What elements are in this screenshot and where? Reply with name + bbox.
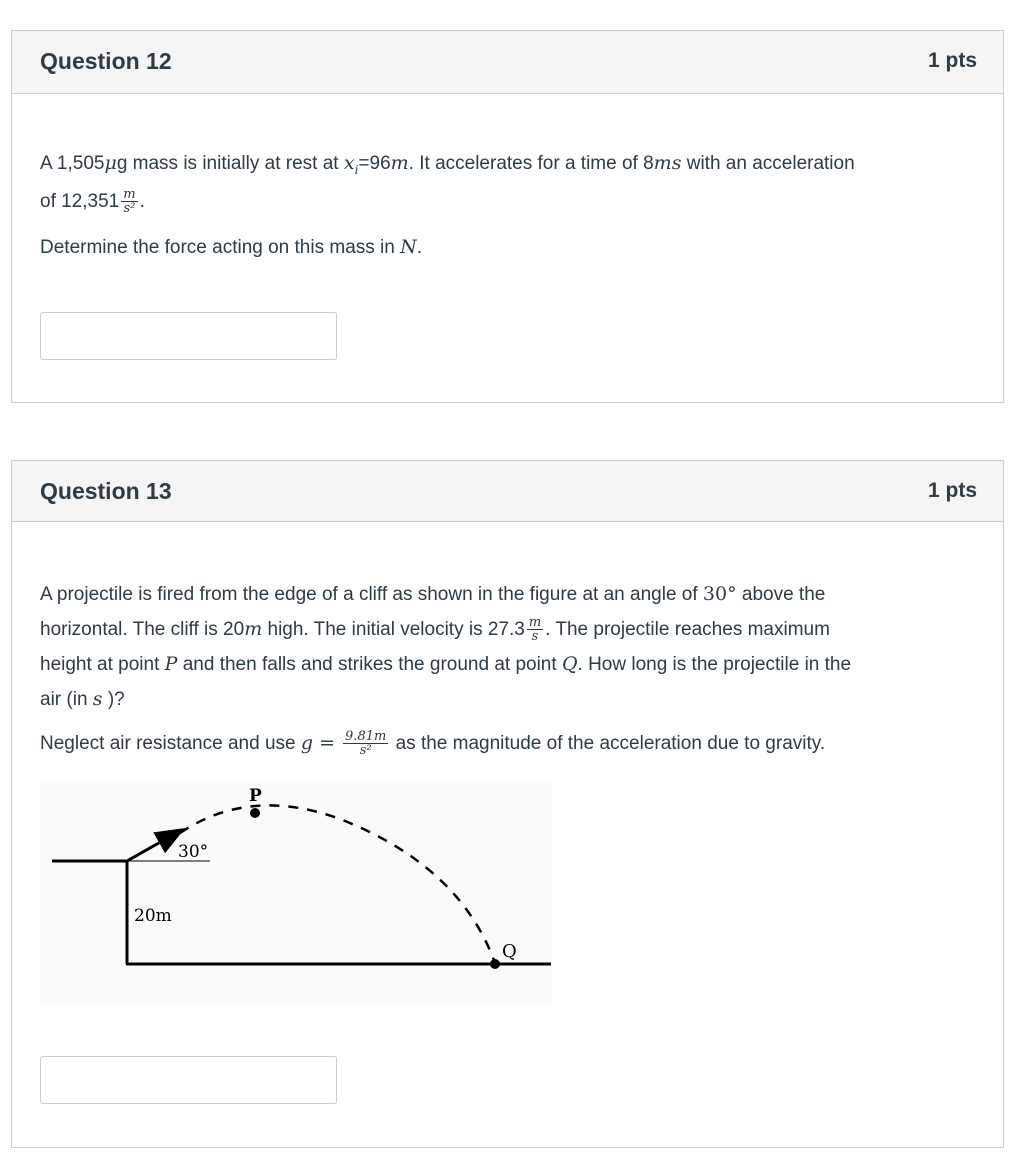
question-12-prompt: Determine the force acting on this mass in N. (40, 236, 423, 258)
question-12-title: Question 12 (40, 48, 172, 74)
question-13-points: 1 pts (927, 479, 977, 502)
question-13-answer-input[interactable] (40, 1056, 337, 1104)
question-13-header (12, 461, 1003, 522)
question-13-line-2: horizontal. The cliff is 20m high. The initial velocity is 27.3 $\frac{m}{s}$ . The projectile reaches maximum (40, 615, 830, 645)
projectile-diagram (40, 781, 552, 1007)
question-13-gravity-note: Neglect air resistance and use g = $\frac{9.81m}{\text{s²}}$ as the magnitude of the acceleration due to gravity. (40, 729, 826, 759)
question-13-title: Question 13 (40, 478, 172, 504)
question-13-line-4: air (in s )? (40, 688, 125, 710)
question-12-card (11, 30, 1004, 403)
label-p: P (249, 786, 262, 806)
question-13-card (11, 460, 1004, 1148)
question-12-header (12, 31, 1003, 94)
projectile-figure (40, 781, 552, 1007)
velocity-arrow (127, 831, 180, 861)
label-q: Q (502, 941, 517, 962)
question-12-answer-input[interactable] (40, 312, 337, 360)
acceleration-units-fraction: $\frac{m}{\text{s²}}$ (123, 187, 136, 217)
velocity-units-fraction: $\frac{m}{s}$ (528, 615, 542, 645)
question-12-line-2: of 12,351 $\frac{m}{\text{s²}}$ . (40, 187, 145, 217)
label-angle: 30° (178, 842, 209, 862)
point-p-marker (250, 808, 260, 818)
question-12-text (40, 147, 980, 218)
point-q-marker (490, 959, 500, 969)
question-12-points: 1 pts (927, 49, 977, 72)
gravity-fraction: $\frac{9.81m}{\text{s²}}$ (345, 729, 387, 759)
question-12-line-1: A 1,505μg mass is initially at rest at $x_i=96m$. It accelerates for a time of 8ms with an acceleration (40, 152, 855, 177)
label-height: 20m (134, 906, 172, 926)
trajectory-path (180, 805, 495, 963)
question-13-text (40, 577, 990, 717)
question-13-line-3: height at point P and then falls and strikes the ground at point Q. How long is the projectile in the (40, 653, 852, 675)
question-13-line-1: A projectile is fired from the edge of a cliff as shown in the figure at an angle of 30° above the (40, 583, 826, 605)
